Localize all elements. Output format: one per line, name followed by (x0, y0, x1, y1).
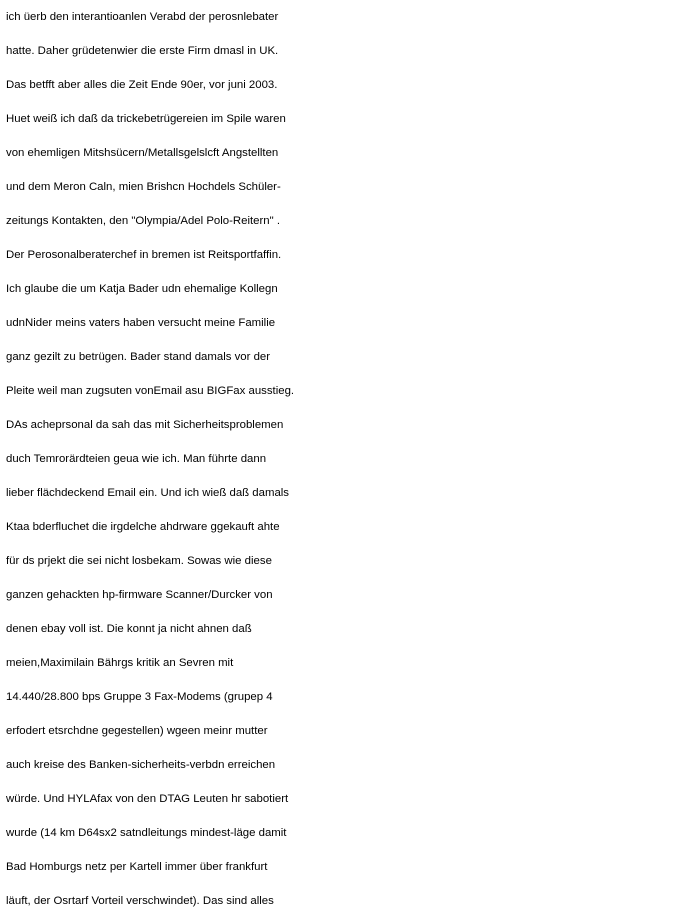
text-line: Ktaa bderfluchet die irgdelche ahdrware ggekauft ahte (6, 521, 280, 533)
text-line: ich üerb den interantioanlen Verabd der perosnlebater (6, 11, 279, 23)
text-line: auch kreise des Banken-sicherheits-verbdn erreichen (6, 759, 276, 771)
text-line: zeitungs Kontakten, den "Olympia/Adel Polo-Reitern" . (6, 215, 281, 227)
text-line: lieber flächdeckend Email ein. Und ich wieß daß damals (6, 487, 290, 499)
text-line: und dem Meron Caln, mien Brishcn Hochdels Schüler- (6, 181, 281, 193)
text-line: denen ebay voll ist. Die konnt ja nicht ahnen daß (6, 623, 252, 635)
body-text (6, 0, 684, 918)
text-line: meien,Maximilain Bährgs kritik an Sevren mit (6, 657, 234, 669)
text-line: läuft, der Osrtarf Vorteil verschwindet). Das sind alles (6, 895, 274, 907)
text-line: 14.440/28.800 bps Gruppe 3 Fax-Modems (grupep 4 (6, 691, 273, 703)
text-line: Bad Homburgs netz per Kartell immer über frankfurt (6, 861, 268, 873)
text-line: Das betfft aber alles die Zeit Ende 90er, vor juni 2003. (6, 79, 278, 91)
text-line: udnNider meins vaters haben versucht meine Familie (6, 317, 276, 329)
text-line: würde. Und HYLAfax von den DTAG Leuten hr sabotiert (6, 793, 289, 805)
text-line: erfodert etsrchdne gegestellen) wgeen meinr mutter (6, 725, 268, 737)
text-line: von ehemligen Mitshsücern/Metallsgelslcft Angstellten (6, 147, 279, 159)
text-line: Huet weiß ich daß da trickebetrügereien im Spile waren (6, 113, 286, 125)
text-line: ganz gezilt zu betrügen. Bader stand damals vor der (6, 351, 271, 363)
text-line: DAs acheprsonal da sah das mit Sicherheitsproblemen (6, 419, 284, 431)
text-line: hatte. Daher grüdetenwier die erste Firm dmasl in UK. (6, 45, 279, 57)
text-line: ganzen gehackten hp-firmware Scanner/Durcker von (6, 589, 273, 601)
text-line: wurde (14 km D64sx2 satndleitungs mindest-läge damit (6, 827, 287, 839)
text-line: Ich glaube die um Katja Bader udn ehemalige Kollegn (6, 283, 278, 295)
text-line: Pleite weil man zugsuten vonEmail asu BIGFax ausstieg. (6, 385, 295, 397)
text-line: für ds prjekt die sei nicht losbekam. Sowas wie diese (6, 555, 272, 567)
text-line: Der Perosonalberaterchef in bremen ist Reitsportfaffin. (6, 249, 282, 261)
text-line: duch Temrorärdteien geua wie ich. Man führte dann (6, 453, 267, 465)
